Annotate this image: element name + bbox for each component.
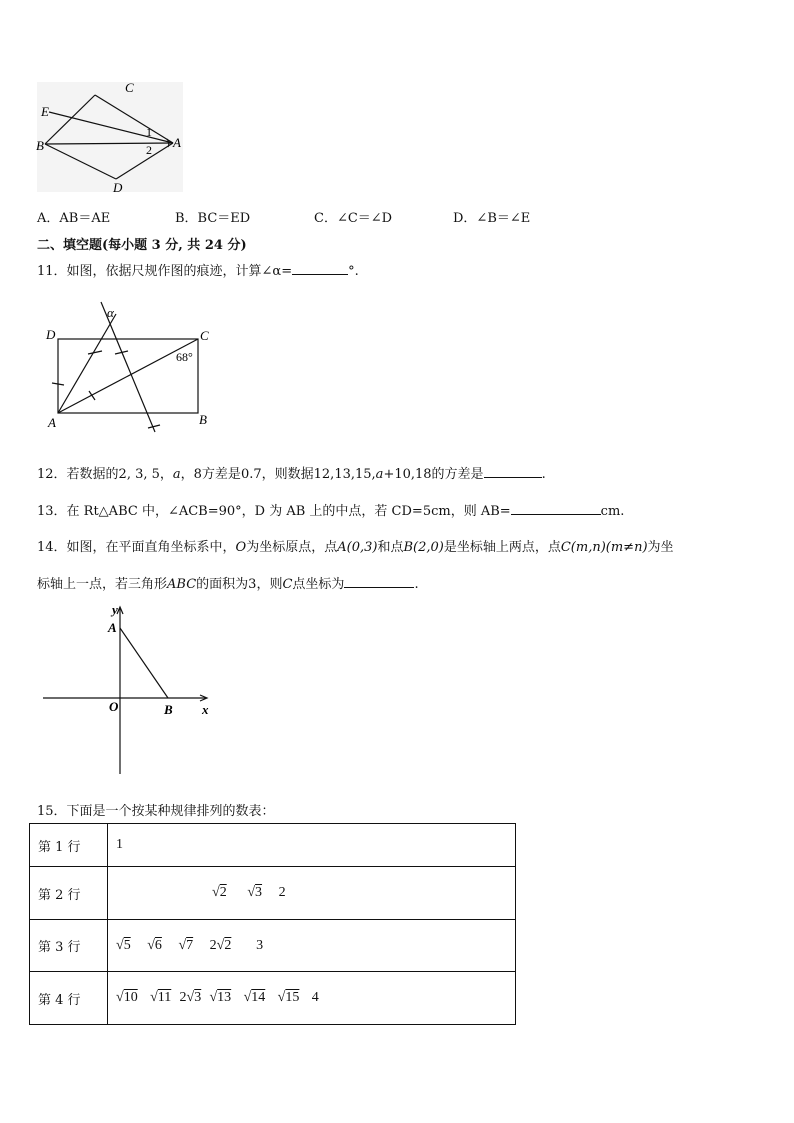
q10-option-b: B．BC＝ED xyxy=(175,211,251,226)
section-title: 二、填空题(每小题 3 分, 共 24 分) xyxy=(37,238,247,253)
sqrt-item: √5 xyxy=(116,937,131,953)
q14-line1-a: 为坐标原点，点 xyxy=(246,540,338,555)
table-row xyxy=(30,867,516,920)
q14-line1-pre: 14．如图，在平面直角坐标系中， xyxy=(37,540,236,555)
q11-answer-blank xyxy=(292,260,348,275)
fig1-label-c: C xyxy=(125,80,134,95)
question-15: 15．下面是一个按某种规律排列的数表： xyxy=(37,804,275,819)
fig3-label-o: O xyxy=(109,699,119,714)
value-item: 4 xyxy=(311,990,319,1005)
table-row xyxy=(30,972,516,1025)
sqrt-item: √6 xyxy=(147,937,162,953)
figure-rectangle-construction xyxy=(42,296,222,438)
q14-point-a: A(0,3) xyxy=(337,540,378,555)
fig2-label-a: A xyxy=(48,415,56,430)
fig3-label-b: B xyxy=(164,702,173,717)
q14-tail: . xyxy=(414,577,419,592)
value-item: 2 xyxy=(278,885,286,900)
q14-area: 3 xyxy=(248,577,257,592)
fig1-angle-1: 1 xyxy=(146,125,152,139)
sqrt-item: √7 xyxy=(178,937,194,953)
sqrt-item: √10 xyxy=(116,990,138,1005)
fig3-label-y: y xyxy=(112,602,118,617)
table-row xyxy=(30,824,516,867)
row-header: 第 1 行 xyxy=(30,824,108,867)
q12-data-rest: +10,18 xyxy=(383,467,432,482)
sqrt-item: √11 xyxy=(150,990,172,1005)
sqrt-item: √14 xyxy=(243,990,266,1005)
q12-mid2: ，则数据 xyxy=(261,467,314,482)
question-12 xyxy=(37,463,546,482)
value-item: 1 xyxy=(116,837,123,852)
table-row xyxy=(30,920,516,972)
q14-line2-c: 点坐标为 xyxy=(292,577,345,592)
fig1-label-e: E xyxy=(41,104,49,119)
q11-tail: °. xyxy=(348,264,359,279)
fig2-label-alpha: α xyxy=(107,305,114,320)
q12-data-a: a xyxy=(375,467,384,482)
fig1-angle-2: 2 xyxy=(146,143,152,157)
q14-line1-d: 为坐 xyxy=(647,540,674,555)
question-11 xyxy=(37,260,359,279)
q14-point-c: C(m,n)(m≠n) xyxy=(560,540,648,555)
row-values xyxy=(108,972,516,1025)
question-14-line-1 xyxy=(37,536,674,555)
row-values xyxy=(108,920,516,972)
row-values xyxy=(108,867,516,920)
figure-quadrilateral xyxy=(34,78,186,196)
fig2-label-b: B xyxy=(199,412,207,427)
q12-variance: 0.7 xyxy=(240,467,262,482)
q12-tail: . xyxy=(541,467,546,482)
q14-line2-b: ，则 xyxy=(256,577,283,592)
row-header: 第 3 行 xyxy=(30,920,108,972)
q12-mid: ，8方差是 xyxy=(180,467,241,482)
q14-c-var: C xyxy=(282,577,293,592)
q14-point-b: B(2,0) xyxy=(403,540,444,555)
coef-sqrt-item: 2√3 xyxy=(179,990,202,1005)
q12-data: 12,13,15, xyxy=(313,467,376,482)
question-14-line-2 xyxy=(37,573,419,592)
sqrt-item: √2 xyxy=(212,885,227,900)
q14-origin: O xyxy=(235,540,247,555)
q13-answer-blank xyxy=(511,500,601,515)
q12-var-a: a xyxy=(172,467,181,482)
fig2-angle-68: 68° xyxy=(176,350,193,364)
q13-text: 13．在 Rt△ABC 中，∠ACB=90°，D 为 AB 上的中点，若 CD=5cm，则 AB= xyxy=(37,504,511,519)
q14-line2-mid: 的面积为 xyxy=(196,577,249,592)
fig3-label-a: A xyxy=(108,620,117,635)
fig1-label-a: A xyxy=(173,135,181,150)
sqrt-item: √15 xyxy=(277,990,300,1005)
q13-tail: cm. xyxy=(600,504,625,519)
q12-answer-blank xyxy=(484,463,542,478)
fig3-label-x: x xyxy=(202,702,209,717)
fig2-label-c: C xyxy=(200,328,209,343)
q12-pre: 12．若数据的2, 3, 5， xyxy=(37,467,173,482)
coef-sqrt-item: 2√2 xyxy=(209,937,232,953)
q12-post: 的方差是 xyxy=(431,467,484,482)
value-item: 3 xyxy=(256,937,264,953)
sqrt-item: √13 xyxy=(209,990,232,1005)
q14-triangle: ABC xyxy=(167,577,197,592)
q14-line1-b: 和点 xyxy=(377,540,404,555)
row-header: 第 4 行 xyxy=(30,972,108,1025)
fig1-label-b: B xyxy=(36,138,44,153)
sequence-table xyxy=(29,823,516,1025)
q10-option-c: C．∠C＝∠D xyxy=(314,211,393,226)
row-values xyxy=(108,824,516,867)
q11-text: 11．如图，依据尺规作图的痕迹，计算∠α= xyxy=(37,264,293,279)
q14-line1-c: 是坐标轴上两点，点 xyxy=(443,540,561,555)
fig2-label-d: D xyxy=(46,327,56,342)
fig1-label-d: D xyxy=(113,180,123,195)
figure-coordinate-plane xyxy=(40,602,220,778)
q10-option-d: D．∠B＝∠E xyxy=(453,211,531,226)
q14-line2-pre: 标轴上一点，若三角形 xyxy=(37,577,168,592)
sqrt-item: √3 xyxy=(247,885,263,900)
q10-option-a: A．AB＝AE xyxy=(37,211,111,226)
question-13 xyxy=(37,500,624,519)
q14-answer-blank xyxy=(344,573,414,588)
row-header: 第 2 行 xyxy=(30,867,108,920)
